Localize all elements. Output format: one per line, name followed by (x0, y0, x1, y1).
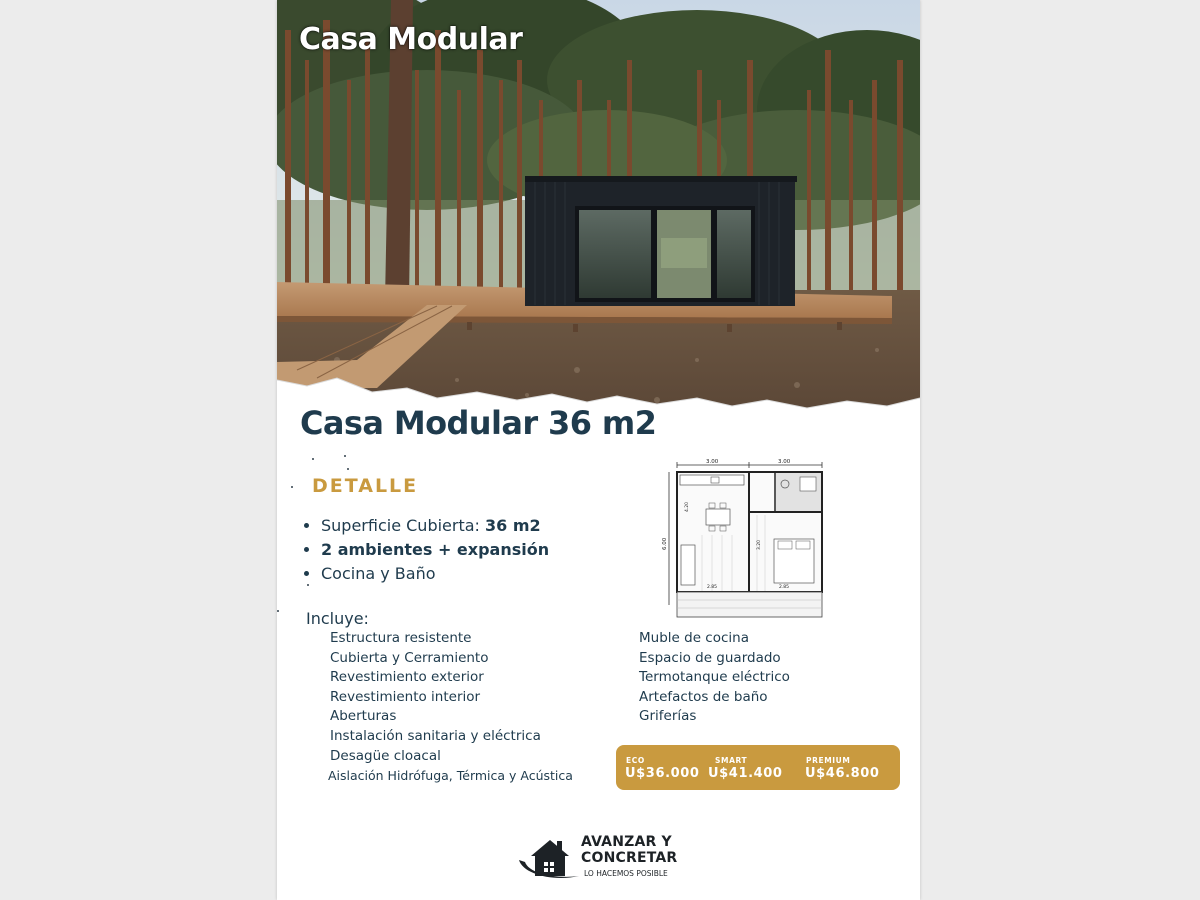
floor-plan-drawing (662, 455, 842, 625)
plan-dim-top-right: 3.00 (778, 459, 791, 465)
spec-surface-label: Superficie Cubierta: (321, 516, 486, 535)
includes-heading: Incluye: (306, 609, 369, 628)
brand-name-line2: CONCRETAR (581, 850, 678, 866)
includes-item: Estructura resistente (330, 630, 472, 646)
includes-item: Revestimiento interior (330, 688, 481, 705)
plan-dim-side: 6.00 (662, 537, 668, 550)
plan-dim-bottom-right: 2.85 (779, 585, 790, 590)
tier-price: U$46.800 (805, 766, 880, 781)
spec-rooms-text: 2 ambientes + expansión (321, 540, 550, 559)
includes-item: Revestimiento exterior (330, 669, 484, 686)
brand-name-line1: AVANZAR Y (581, 834, 672, 850)
spec-item-rooms (303, 538, 549, 562)
includes-item: Muble de cocina (639, 630, 749, 646)
brand-logo (513, 832, 693, 884)
floor-plan (662, 455, 842, 629)
plan-dim-inner-right: 3.20 (757, 539, 762, 550)
spec-surface-value: 36 m2 (485, 516, 541, 535)
detail-heading: DETALLE (312, 475, 419, 497)
includes-item: Termotanque eléctrico (639, 669, 790, 686)
includes-item: Aberturas (330, 708, 397, 725)
tier-price: U$36.000 (625, 766, 700, 781)
includes-item: Artefactos de baño (639, 688, 768, 705)
spec-kitchen-bath-text: Cocina y Baño (321, 564, 436, 583)
page-title: Casa Modular 36 m2 (300, 404, 657, 442)
brochure-page (277, 0, 920, 900)
spec-item-surface (303, 514, 549, 538)
price-box (616, 745, 900, 790)
plan-dim-top-left: 3.00 (706, 459, 719, 465)
includes-item: Espacio de guardado (639, 649, 781, 666)
brand-tagline: LO HACEMOS POSIBLE (584, 869, 668, 878)
tier-price: U$41.400 (708, 766, 783, 781)
includes-list-left (330, 629, 573, 786)
includes-item: Griferías (639, 708, 697, 725)
house-logo-icon (513, 832, 581, 882)
tier-name: SMART (715, 756, 748, 765)
tier-name: ECO (626, 756, 645, 765)
includes-item: Instalación sanitaria y eléctrica (330, 727, 541, 744)
includes-item: Desagüe cloacal (330, 747, 441, 764)
includes-list-right (639, 629, 790, 727)
hero-title: Casa Modular (299, 22, 523, 57)
plan-dim-inner-left: 4.20 (685, 501, 690, 512)
includes-item: Aislación Hidrófuga, Térmica y Acústica (328, 768, 573, 784)
includes-item: Cubierta y Cerramiento (330, 649, 489, 666)
hero-photo (277, 0, 920, 420)
plan-dim-bottom-left: 2.85 (707, 585, 718, 590)
forest-house-illustration (277, 0, 920, 420)
tier-name: PREMIUM (806, 756, 851, 765)
spec-list (303, 514, 549, 586)
spec-item-kitchen-bath (303, 562, 549, 586)
